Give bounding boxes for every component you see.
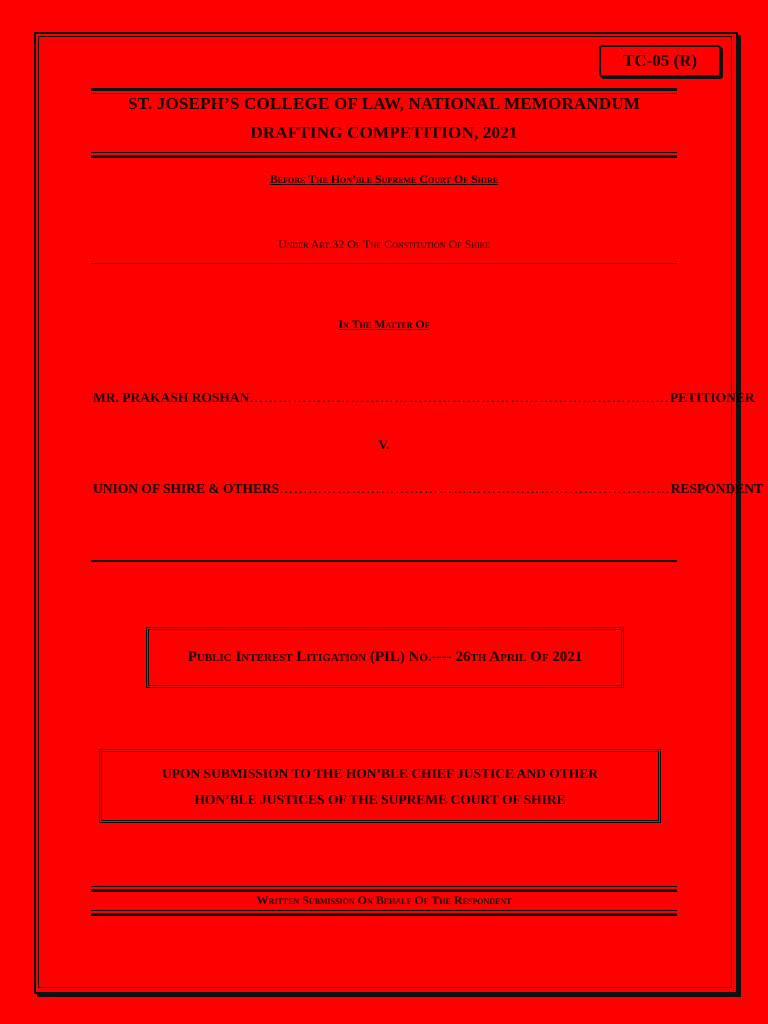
submission-line1: UPON SUBMISSION TO THE HON’BLE CHIEF JUSTICE AND OTHER bbox=[161, 766, 599, 781]
respondent-name: UNION OF SHIRE & OTHERS bbox=[93, 481, 280, 496]
pil-box bbox=[146, 627, 624, 688]
team-code-box: TC-05 (R) bbox=[599, 45, 721, 77]
petitioner-line bbox=[93, 390, 755, 406]
rule bbox=[91, 913, 677, 916]
written-submission: Written Submission On Behalf Of The Respondent bbox=[256, 893, 512, 907]
petitioner-name: MR. PRAKASH ROSHAN bbox=[93, 390, 250, 405]
court-heading: Before The Hon’ble Supreme Court Of Shire bbox=[269, 172, 499, 186]
leader-dots: ……………………………………………………………………… bbox=[279, 481, 671, 496]
pil-text: Public Interest Litigation (PIL) No.---- 26th April Of 2021 bbox=[187, 649, 583, 665]
rule bbox=[91, 560, 677, 562]
leader-dots: …………………………………………………………………………… bbox=[249, 390, 670, 405]
rule bbox=[91, 155, 677, 158]
rule bbox=[91, 889, 677, 892]
respondent-role: RESPONDENT bbox=[670, 481, 764, 496]
article-heading: Under Art.32 Of The Constitution Of Shire bbox=[278, 237, 490, 251]
petitioner-role: PETITIONER bbox=[669, 390, 755, 405]
rule bbox=[91, 88, 677, 91]
submission-line2: HON’BLE JUSTICES OF THE SUPREME COURT OF SHIRE bbox=[194, 792, 566, 807]
matter-heading: In The Matter Of bbox=[338, 317, 430, 331]
rule bbox=[91, 910, 677, 911]
submission-box bbox=[99, 749, 661, 823]
rule bbox=[91, 263, 677, 264]
rule bbox=[91, 886, 677, 887]
versus: V. bbox=[378, 437, 390, 452]
respondent-line bbox=[93, 481, 764, 497]
competition-title-line1: ST. JOSEPH’S COLLEGE OF LAW, NATIONAL MEMORANDUM bbox=[127, 94, 641, 113]
rule bbox=[91, 152, 677, 153]
competition-title-line2: DRAFTING COMPETITION, 2021 bbox=[250, 123, 518, 142]
